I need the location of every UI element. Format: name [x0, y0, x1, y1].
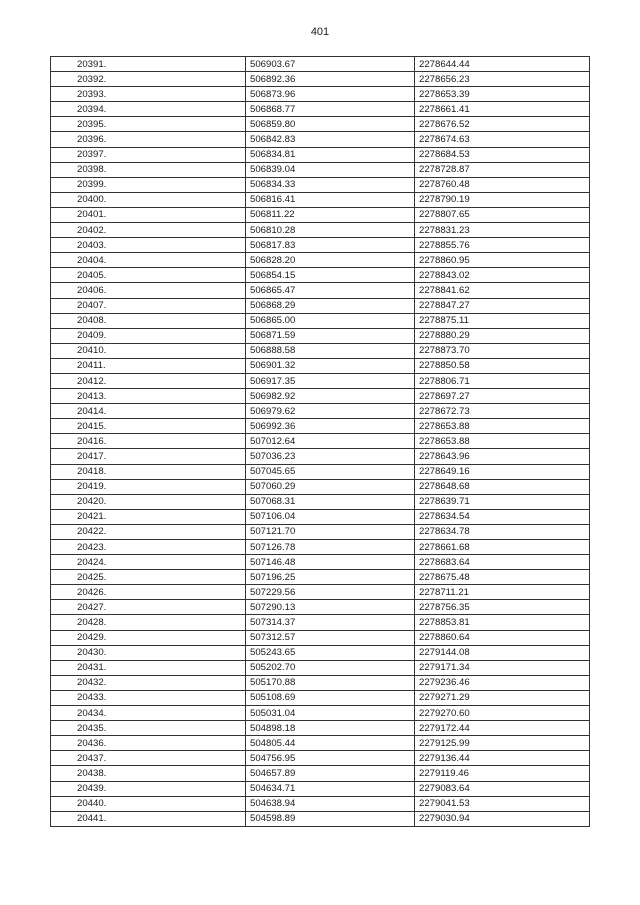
point-number-cell: 20425. — [51, 570, 246, 585]
x-coordinate-cell: 506811.22 — [246, 207, 415, 222]
x-coordinate-cell: 506982.92 — [246, 389, 415, 404]
point-number-cell: 20401. — [51, 207, 246, 222]
table-row — [51, 781, 590, 796]
x-coordinate-cell: 504898.18 — [246, 721, 415, 736]
point-number-cell: 20434. — [51, 706, 246, 721]
table-row — [51, 524, 590, 539]
table-row — [51, 600, 590, 615]
x-coordinate-cell: 506888.58 — [246, 343, 415, 358]
table-row — [51, 268, 590, 283]
y-coordinate-cell: 2279125.99 — [415, 736, 590, 751]
point-number-cell: 20439. — [51, 781, 246, 796]
point-number-cell: 20395. — [51, 117, 246, 132]
x-coordinate-cell: 504805.44 — [246, 736, 415, 751]
point-number-cell: 20422. — [51, 524, 246, 539]
point-number-cell: 20417. — [51, 449, 246, 464]
point-number-cell: 20416. — [51, 434, 246, 449]
table-row — [51, 373, 590, 388]
point-number-cell: 20431. — [51, 660, 246, 675]
x-coordinate-cell: 506871.59 — [246, 328, 415, 343]
table-row — [51, 796, 590, 811]
table-row — [51, 253, 590, 268]
point-number-cell: 20436. — [51, 736, 246, 751]
x-coordinate-cell: 506817.83 — [246, 238, 415, 253]
x-coordinate-cell: 506859.80 — [246, 117, 415, 132]
table-row — [51, 675, 590, 690]
y-coordinate-cell: 2278648.68 — [415, 479, 590, 494]
point-number-cell: 20391. — [51, 57, 246, 72]
point-number-cell: 20408. — [51, 313, 246, 328]
table-row — [51, 690, 590, 705]
table-row — [51, 313, 590, 328]
table-row — [51, 766, 590, 781]
table-row — [51, 283, 590, 298]
table-row — [51, 479, 590, 494]
point-number-cell: 20399. — [51, 177, 246, 192]
point-number-cell: 20404. — [51, 253, 246, 268]
table-row — [51, 57, 590, 72]
table-row — [51, 540, 590, 555]
point-number-cell: 20407. — [51, 298, 246, 313]
x-coordinate-cell: 504634.71 — [246, 781, 415, 796]
y-coordinate-cell: 2279030.94 — [415, 811, 590, 826]
point-number-cell: 20433. — [51, 690, 246, 705]
x-coordinate-cell: 507290.13 — [246, 600, 415, 615]
x-coordinate-cell: 506834.81 — [246, 147, 415, 162]
point-number-cell: 20435. — [51, 721, 246, 736]
y-coordinate-cell: 2279083.64 — [415, 781, 590, 796]
y-coordinate-cell: 2278875.11 — [415, 313, 590, 328]
table-row — [51, 434, 590, 449]
point-number-cell: 20402. — [51, 223, 246, 238]
x-coordinate-cell: 504638.94 — [246, 796, 415, 811]
y-coordinate-cell: 2279172.44 — [415, 721, 590, 736]
y-coordinate-cell: 2279144.08 — [415, 645, 590, 660]
x-coordinate-cell: 506842.83 — [246, 132, 415, 147]
table-row — [51, 509, 590, 524]
point-number-cell: 20410. — [51, 343, 246, 358]
y-coordinate-cell: 2278661.41 — [415, 102, 590, 117]
point-number-cell: 20420. — [51, 494, 246, 509]
x-coordinate-cell: 506810.28 — [246, 223, 415, 238]
coordinates-table — [50, 56, 590, 827]
table-row — [51, 177, 590, 192]
x-coordinate-cell: 504756.95 — [246, 751, 415, 766]
y-coordinate-cell: 2278847.27 — [415, 298, 590, 313]
point-number-cell: 20398. — [51, 162, 246, 177]
y-coordinate-cell: 2278806.71 — [415, 373, 590, 388]
y-coordinate-cell: 2278684.53 — [415, 147, 590, 162]
x-coordinate-cell: 507068.31 — [246, 494, 415, 509]
table-row — [51, 117, 590, 132]
y-coordinate-cell: 2278756.35 — [415, 600, 590, 615]
point-number-cell: 20406. — [51, 283, 246, 298]
y-coordinate-cell: 2278860.64 — [415, 630, 590, 645]
table-row — [51, 162, 590, 177]
point-number-cell: 20419. — [51, 479, 246, 494]
table-row — [51, 570, 590, 585]
y-coordinate-cell: 2278649.16 — [415, 464, 590, 479]
y-coordinate-cell: 2278790.19 — [415, 192, 590, 207]
table-row — [51, 615, 590, 630]
table-row — [51, 358, 590, 373]
table-row — [51, 298, 590, 313]
point-number-cell: 20432. — [51, 675, 246, 690]
table-body — [51, 57, 590, 827]
x-coordinate-cell: 506828.20 — [246, 253, 415, 268]
point-number-cell: 20400. — [51, 192, 246, 207]
table-row — [51, 147, 590, 162]
x-coordinate-cell: 506992.36 — [246, 419, 415, 434]
table-row — [51, 449, 590, 464]
x-coordinate-cell: 507045.65 — [246, 464, 415, 479]
y-coordinate-cell: 2278656.23 — [415, 72, 590, 87]
x-coordinate-cell: 507312.57 — [246, 630, 415, 645]
x-coordinate-cell: 507314.37 — [246, 615, 415, 630]
point-number-cell: 20397. — [51, 147, 246, 162]
table-row — [51, 721, 590, 736]
y-coordinate-cell: 2278674.63 — [415, 132, 590, 147]
point-number-cell: 20414. — [51, 404, 246, 419]
x-coordinate-cell: 506903.67 — [246, 57, 415, 72]
x-coordinate-cell: 505202.70 — [246, 660, 415, 675]
x-coordinate-cell: 507126.78 — [246, 540, 415, 555]
x-coordinate-cell: 506901.32 — [246, 358, 415, 373]
y-coordinate-cell: 2278634.78 — [415, 524, 590, 539]
table-row — [51, 223, 590, 238]
table-row — [51, 87, 590, 102]
x-coordinate-cell: 506854.15 — [246, 268, 415, 283]
point-number-cell: 20441. — [51, 811, 246, 826]
y-coordinate-cell: 2279236.46 — [415, 675, 590, 690]
table-row — [51, 207, 590, 222]
x-coordinate-cell: 506873.96 — [246, 87, 415, 102]
table-row — [51, 555, 590, 570]
point-number-cell: 20424. — [51, 555, 246, 570]
x-coordinate-cell: 506892.36 — [246, 72, 415, 87]
table-row — [51, 494, 590, 509]
x-coordinate-cell: 506839.04 — [246, 162, 415, 177]
x-coordinate-cell: 505031.04 — [246, 706, 415, 721]
point-number-cell: 20392. — [51, 72, 246, 87]
table-row — [51, 132, 590, 147]
y-coordinate-cell: 2278873.70 — [415, 343, 590, 358]
table-row — [51, 660, 590, 675]
x-coordinate-cell: 507229.56 — [246, 585, 415, 600]
y-coordinate-cell: 2278711.21 — [415, 585, 590, 600]
x-coordinate-cell: 507012.64 — [246, 434, 415, 449]
table-row — [51, 630, 590, 645]
table-row — [51, 706, 590, 721]
y-coordinate-cell: 2278841.62 — [415, 283, 590, 298]
y-coordinate-cell: 2279119.46 — [415, 766, 590, 781]
table-row — [51, 645, 590, 660]
table-row — [51, 102, 590, 117]
x-coordinate-cell: 505170.88 — [246, 675, 415, 690]
y-coordinate-cell: 2278639.71 — [415, 494, 590, 509]
y-coordinate-cell: 2278728.87 — [415, 162, 590, 177]
point-number-cell: 20411. — [51, 358, 246, 373]
y-coordinate-cell: 2278697.27 — [415, 389, 590, 404]
point-number-cell: 20403. — [51, 238, 246, 253]
x-coordinate-cell: 505108.69 — [246, 690, 415, 705]
y-coordinate-cell: 2279270.60 — [415, 706, 590, 721]
point-number-cell: 20438. — [51, 766, 246, 781]
point-number-cell: 20413. — [51, 389, 246, 404]
page-number: 401 — [310, 26, 330, 38]
x-coordinate-cell: 507106.04 — [246, 509, 415, 524]
x-coordinate-cell: 506917.35 — [246, 373, 415, 388]
table-row — [51, 404, 590, 419]
y-coordinate-cell: 2278634.54 — [415, 509, 590, 524]
table-row — [51, 192, 590, 207]
y-coordinate-cell: 2278860.95 — [415, 253, 590, 268]
x-coordinate-cell: 506865.47 — [246, 283, 415, 298]
point-number-cell: 20423. — [51, 540, 246, 555]
y-coordinate-cell: 2278661.68 — [415, 540, 590, 555]
y-coordinate-cell: 2278880.29 — [415, 328, 590, 343]
x-coordinate-cell: 506868.29 — [246, 298, 415, 313]
x-coordinate-cell: 506834.33 — [246, 177, 415, 192]
point-number-cell: 20418. — [51, 464, 246, 479]
y-coordinate-cell: 2278653.88 — [415, 419, 590, 434]
point-number-cell: 20429. — [51, 630, 246, 645]
point-number-cell: 20409. — [51, 328, 246, 343]
y-coordinate-cell: 2278807.65 — [415, 207, 590, 222]
table-row — [51, 736, 590, 751]
y-coordinate-cell: 2278831.23 — [415, 223, 590, 238]
y-coordinate-cell: 2279136.44 — [415, 751, 590, 766]
point-number-cell: 20394. — [51, 102, 246, 117]
x-coordinate-cell: 507060.29 — [246, 479, 415, 494]
y-coordinate-cell: 2278643.96 — [415, 449, 590, 464]
y-coordinate-cell: 2278850.58 — [415, 358, 590, 373]
point-number-cell: 20427. — [51, 600, 246, 615]
point-number-cell: 20426. — [51, 585, 246, 600]
y-coordinate-cell: 2278676.52 — [415, 117, 590, 132]
y-coordinate-cell: 2278675.48 — [415, 570, 590, 585]
point-number-cell: 20437. — [51, 751, 246, 766]
y-coordinate-cell: 2279171.34 — [415, 660, 590, 675]
y-coordinate-cell: 2278672.73 — [415, 404, 590, 419]
x-coordinate-cell: 507196.25 — [246, 570, 415, 585]
table-row — [51, 811, 590, 826]
x-coordinate-cell: 505243.65 — [246, 645, 415, 660]
point-number-cell: 20430. — [51, 645, 246, 660]
point-number-cell: 20412. — [51, 373, 246, 388]
x-coordinate-cell: 507121.70 — [246, 524, 415, 539]
table-row — [51, 464, 590, 479]
x-coordinate-cell: 507146.48 — [246, 555, 415, 570]
x-coordinate-cell: 506868.77 — [246, 102, 415, 117]
point-number-cell: 20415. — [51, 419, 246, 434]
table-row — [51, 751, 590, 766]
y-coordinate-cell: 2278855.76 — [415, 238, 590, 253]
table-row — [51, 585, 590, 600]
y-coordinate-cell: 2279271.29 — [415, 690, 590, 705]
point-number-cell: 20396. — [51, 132, 246, 147]
x-coordinate-cell: 506865.00 — [246, 313, 415, 328]
x-coordinate-cell: 506816.41 — [246, 192, 415, 207]
y-coordinate-cell: 2278853.81 — [415, 615, 590, 630]
y-coordinate-cell: 2278843.02 — [415, 268, 590, 283]
y-coordinate-cell: 2278683.64 — [415, 555, 590, 570]
table-row — [51, 343, 590, 358]
point-number-cell: 20440. — [51, 796, 246, 811]
x-coordinate-cell: 506979.62 — [246, 404, 415, 419]
point-number-cell: 20393. — [51, 87, 246, 102]
table-row — [51, 72, 590, 87]
table-row — [51, 419, 590, 434]
y-coordinate-cell: 2278644.44 — [415, 57, 590, 72]
table-row — [51, 389, 590, 404]
y-coordinate-cell: 2278653.88 — [415, 434, 590, 449]
table-row — [51, 328, 590, 343]
x-coordinate-cell: 504598.89 — [246, 811, 415, 826]
point-number-cell: 20405. — [51, 268, 246, 283]
x-coordinate-cell: 504657.89 — [246, 766, 415, 781]
y-coordinate-cell: 2278653.39 — [415, 87, 590, 102]
table-row — [51, 238, 590, 253]
y-coordinate-cell: 2279041.53 — [415, 796, 590, 811]
point-number-cell: 20428. — [51, 615, 246, 630]
point-number-cell: 20421. — [51, 509, 246, 524]
y-coordinate-cell: 2278760.48 — [415, 177, 590, 192]
x-coordinate-cell: 507036.23 — [246, 449, 415, 464]
